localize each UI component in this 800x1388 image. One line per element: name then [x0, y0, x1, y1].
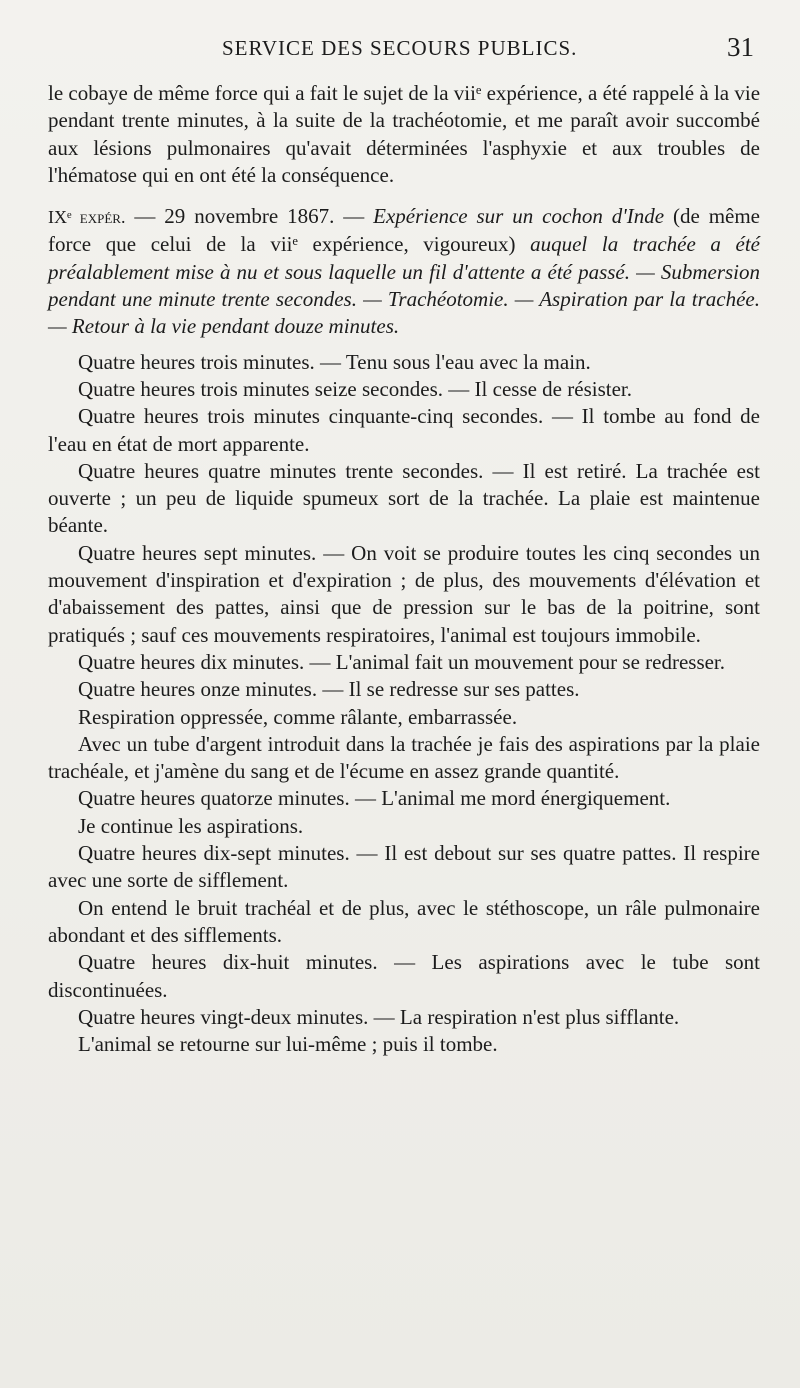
log-entry: Quatre heures onze minutes. — Il se redresse sur ses pattes. [78, 677, 580, 702]
log-entry: Quatre heures trois minutes cinquante-cinq secondes. — Il tombe au fond de l'eau en état de mort apparente. [48, 404, 760, 456]
log-entry: Quatre heures trois minutes seize secondes. — Il cesse de résister. [78, 376, 632, 401]
experiment-procedure: auquel la trachée a été préalablement mise à nu et sous laquelle un fil d'attente a été passé. — Submersion pendant une minute trente secondes. — Trachéotomie. — Aspiration par la trachée. — Retour à la vie pendant douze minutes. [48, 232, 760, 339]
page-body [48, 80, 760, 1058]
paragraph-continuation: le cobaye de même force qui a fait le sujet de la viiᵉ expérience, a été rappelé à la vie pendant trente minutes, à la suite de la trachéotomie, et me paraît avoir succombé aux lésions pulmonaires qu'avait déterminées l'asphyxie et aux troubles de l'hématose qui en ont été la conséquence. [48, 81, 761, 187]
experiment-subject: (de même force que celui de la viiᵉ expérience, vigoureux) [48, 204, 760, 257]
log-entry: Quatre heures quatorze minutes. — L'animal me mord énergiquement. [78, 786, 671, 811]
spacer [48, 189, 760, 203]
log-entry: Quatre heures trois minutes. — Tenu sous l'eau avec la main. [78, 349, 591, 374]
log-entry: Quatre heures vingt-deux minutes. — La respiration n'est plus sifflante. [78, 1004, 680, 1029]
log-entry: Je continue les aspirations. [78, 813, 304, 838]
experiment-label: IXᵉ expér. [48, 207, 126, 228]
log-entry: Respiration oppressée, comme râlante, embarrassée. [78, 704, 518, 729]
log-entry: Quatre heures sept minutes. — On voit se produire toutes les cinq secondes un mouvement d'inspiration et d'expiration ; de plus, des mouvements d'élévation et d'abaissement des pattes, ainsi que de pression sur le bas de la poitrine, sont pratiqués ; sauf ces mouvements respiratoires, l'animal est toujours immobile. [48, 540, 760, 647]
log-entry: Avec un tube d'argent introduit dans la trachée je fais des aspirations par la plaie trachéale, et j'amène du sang et de l'écume en assez grande quantité. [48, 731, 760, 784]
experiment-heading [48, 203, 760, 340]
page-number: 31 [727, 32, 754, 62]
spacer [48, 341, 760, 349]
experiment-date: — 29 novembre 1867. — [125, 204, 374, 229]
log-entry: Quatre heures dix-huit minutes. — Les aspirations avec le tube sont discontinuées. [48, 950, 760, 1002]
running-title: SERVICE DES SECOURS PUBLICS. [222, 36, 578, 60]
experiment-title: Expérience sur un cochon d'Inde [373, 204, 665, 229]
log-entry: Quatre heures dix-sept minutes. — Il est debout sur ses quatre pattes. Il respire avec une sorte de sifflement. [48, 841, 760, 893]
log-entry: Quatre heures quatre minutes trente secondes. — Il est retiré. La trachée est ouverte ; un peu de liquide spumeux sort de la trachée. La plaie est maintenue béante. [48, 458, 760, 538]
log-entry: On entend le bruit trachéal et de plus, avec le stéthoscope, un râle pulmonaire abondant et des sifflements. [48, 895, 760, 947]
page-header [0, 32, 800, 76]
log-entry: L'animal se retourne sur lui-même ; puis il tombe. [78, 1032, 498, 1057]
log-entry: Quatre heures dix minutes. — L'animal fait un mouvement pour se redresser. [78, 649, 726, 674]
